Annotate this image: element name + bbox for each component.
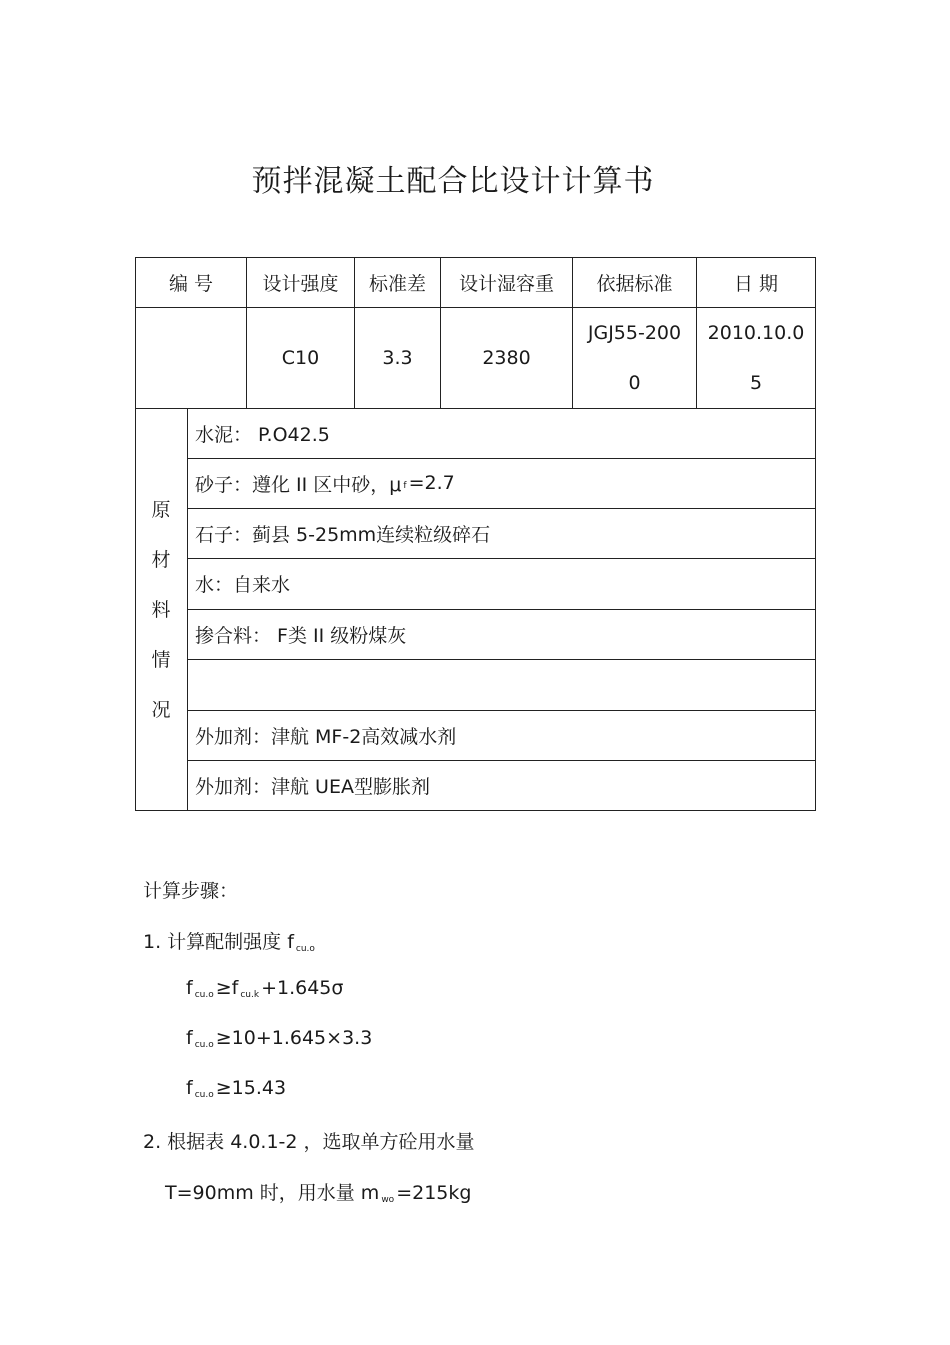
mix-design-table bbox=[135, 257, 816, 811]
formula-3: fcu.o ≥15.43 bbox=[186, 1077, 287, 1100]
header-design-strength: 设计强度 bbox=[262, 273, 339, 295]
value-std-dev: 3.3 bbox=[382, 347, 413, 369]
header-date: 日 期 bbox=[733, 273, 779, 295]
formula-1: fcu.o ≥f cu.k +1.645σ bbox=[186, 977, 344, 1000]
raw-materials-label: 原 材 料 情 况 bbox=[151, 499, 171, 721]
header-standard: 依据标准 bbox=[596, 273, 673, 295]
value-date-line2: 5 bbox=[749, 372, 763, 394]
value-standard-line1: JGJ55-200 bbox=[587, 322, 682, 344]
value-date bbox=[697, 308, 815, 408]
formula-2: fcu.o ≥10+1.645×3.3 bbox=[186, 1027, 373, 1050]
header-std-dev: 标准差 bbox=[368, 273, 426, 295]
material-additive-2: 外加剂：津航 UEA型膨胀剂 bbox=[195, 775, 430, 798]
steps-heading: 计算步骤： bbox=[143, 880, 239, 902]
value-standard-line2: 0 bbox=[628, 372, 641, 394]
material-additive-1: 外加剂：津航 MF-2高效减水剂 bbox=[195, 725, 457, 748]
value-number bbox=[136, 308, 246, 408]
value-strength: C10 bbox=[281, 347, 320, 369]
material-admixture: 掺合料： F类 II 级粉煤灰 bbox=[195, 624, 407, 647]
step-1: 1. 计算配制强度 f cu.o bbox=[143, 931, 315, 954]
step-2: 2. 根据表 4.0.1-2 ，选取单方砼用水量 bbox=[143, 1131, 475, 1153]
value-date-line1: 2010.10.0 bbox=[707, 322, 805, 344]
header-number: 编 号 bbox=[168, 273, 214, 295]
material-stone: 石子：蓟县 5-25mm连续粒级碎石 bbox=[195, 523, 491, 546]
material-water: 水：自来水 bbox=[195, 573, 291, 596]
header-density: 设计湿容重 bbox=[458, 273, 554, 295]
step-2-water: T=90mm 时，用水量 m wo =215kg bbox=[165, 1182, 472, 1205]
material-cement: 水泥： P.O42.5 bbox=[195, 423, 330, 446]
value-density: 2380 bbox=[482, 347, 531, 369]
material-sand: 砂子：遵化 II 区中砂，μ f =2.7 bbox=[195, 472, 455, 496]
page-title: 预拌混凝土配合比设计计算书 bbox=[251, 164, 655, 199]
value-standard bbox=[573, 308, 696, 408]
